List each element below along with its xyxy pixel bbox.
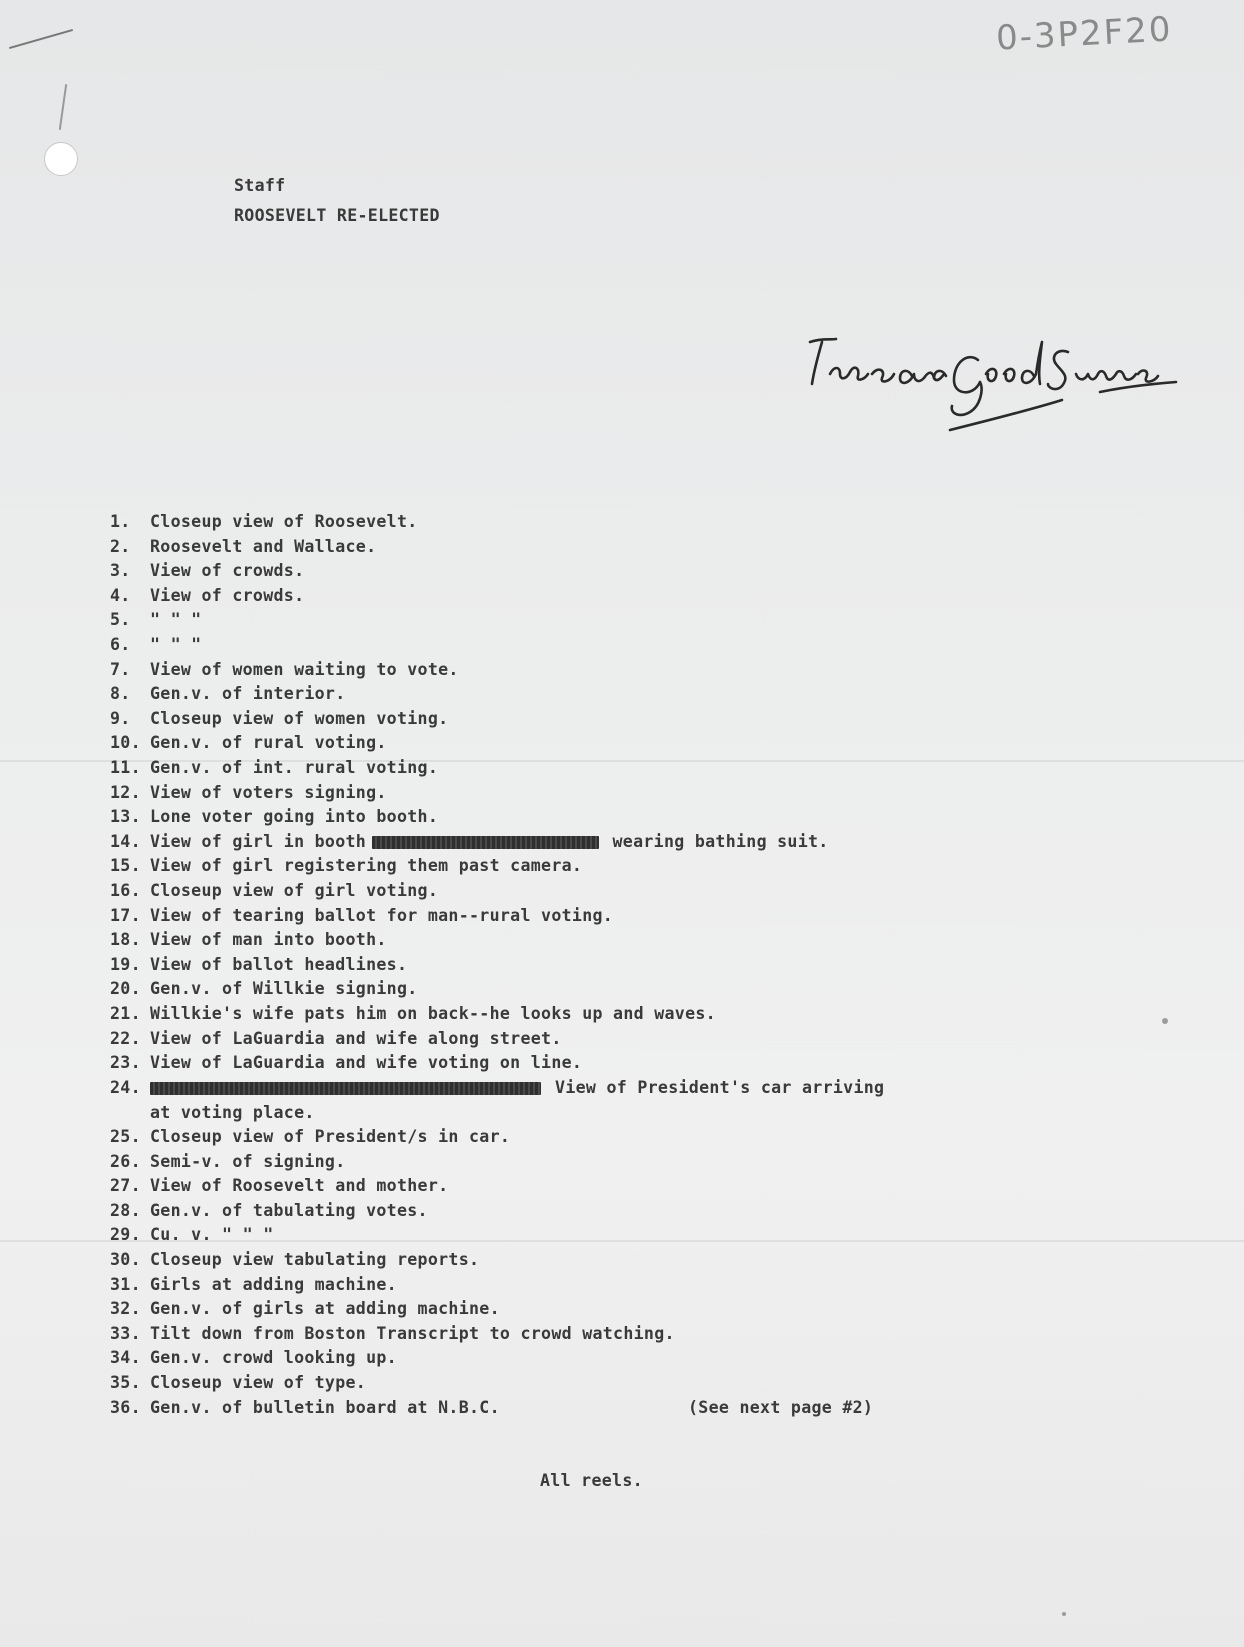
shot-description: " " ": [150, 610, 202, 630]
shot-number: 35.: [110, 1373, 141, 1392]
shot-number: 31.: [110, 1274, 141, 1294]
shot-description: Cu. v. " " ": [150, 1225, 274, 1245]
shot-description: View of crowds.: [150, 585, 305, 605]
shot-description: Closeup view of type.: [150, 1373, 367, 1392]
shot-description: [150, 832, 829, 851]
shot-description: " " ": [150, 635, 202, 654]
shot-description: Semi-v. of signing.: [150, 1151, 346, 1171]
shot-number: 27.: [110, 1176, 141, 1196]
pencil-mark: [59, 84, 67, 130]
shot-number: 34.: [110, 1348, 141, 1368]
shot-number: 33.: [110, 1323, 141, 1343]
shot-description: Gen.v. of interior.: [150, 684, 346, 704]
shot-description: Gen.v. of bulletin board at N.B.C.: [150, 1397, 500, 1417]
shot-number: 36.: [110, 1397, 141, 1417]
pencil-mark: [9, 29, 73, 49]
department-label: Staff: [234, 176, 286, 195]
punch-hole: [44, 142, 78, 176]
shot-description: View of women waiting to vote.: [150, 659, 459, 679]
shot-number: 10.: [110, 733, 141, 753]
shot-description: View of Roosevelt and mother.: [150, 1176, 449, 1196]
shot-description: Closeup view of women voting.: [150, 708, 449, 728]
shot-description: View of LaGuardia and wife along street.: [150, 1028, 562, 1048]
shot-number: 21.: [110, 1004, 141, 1023]
continuation-note: (See next page #2): [688, 1397, 874, 1417]
shot-number: 9.: [110, 708, 131, 728]
shot-number: 28.: [110, 1200, 141, 1220]
shot-text: View of girl in booth: [150, 831, 367, 851]
struck-out-text: [372, 836, 598, 849]
shot-number: 18.: [110, 930, 141, 950]
shot-description: View of LaGuardia and wife voting on line.: [150, 1053, 583, 1073]
shot-number: 16.: [110, 881, 141, 900]
shot-number: 17.: [110, 905, 141, 925]
shot-description: Gen.v. of tabulating votes.: [150, 1200, 428, 1220]
shot-description: Willkie's wife pats him on back--he looks up and waves.: [150, 1004, 716, 1023]
shot-number: 6.: [110, 635, 131, 654]
shot-description: Closeup view of President/s in car.: [150, 1127, 511, 1146]
shot-number: 24.: [110, 1077, 141, 1097]
scan-speck: [1162, 1018, 1168, 1024]
shot-number: 15.: [110, 856, 141, 876]
shot-number: 19.: [110, 954, 141, 974]
shot-description: View of girl registering them past camera.: [150, 856, 583, 876]
shot-number: 30.: [110, 1250, 141, 1269]
shot-description: Gen.v. of girls at adding machine.: [150, 1299, 500, 1319]
shot-description: View of crowds.: [150, 561, 305, 581]
shot-number: 4.: [110, 585, 131, 605]
shot-text: View of President's car arriving: [555, 1077, 885, 1097]
page-title: ROOSEVELT RE-ELECTED: [234, 206, 440, 225]
scan-speck: [1062, 1612, 1066, 1616]
shot-description: Gen.v. crowd looking up.: [150, 1348, 397, 1368]
shot-number: 29.: [110, 1225, 141, 1245]
reference-number: 0-3P2F20: [995, 9, 1174, 59]
shot-description: Closeup view of Roosevelt.: [150, 512, 418, 531]
shot-number: 26.: [110, 1151, 141, 1171]
shot-description: View of tearing ballot for man--rural voting.: [150, 905, 614, 925]
shot-number: 3.: [110, 561, 131, 581]
shot-text: wearing bathing suit.: [612, 831, 829, 851]
shot-number: 14.: [110, 831, 141, 851]
shot-number: 13.: [110, 807, 141, 827]
shot-description: Gen.v. of int. rural voting.: [150, 758, 439, 777]
shot-description: Closeup view of girl voting.: [150, 881, 439, 900]
shot-number: 7.: [110, 659, 131, 679]
shot-description: [150, 1078, 884, 1097]
shot-number: 5.: [110, 610, 131, 630]
struck-out-text: [150, 1082, 541, 1095]
shot-description: View of voters signing.: [150, 782, 387, 802]
shot-description: View of ballot headlines.: [150, 954, 408, 974]
shot-number: 22.: [110, 1028, 141, 1048]
shot-number: 32.: [110, 1299, 141, 1319]
shot-number: 20.: [110, 979, 141, 999]
shot-number: 11.: [110, 758, 141, 777]
shot-description: View of man into booth.: [150, 930, 387, 950]
shot-number: 1.: [110, 512, 131, 531]
shot-number: 23.: [110, 1053, 141, 1073]
shot-description: Closeup view tabulating reports.: [150, 1250, 480, 1269]
handwritten-annotation: [800, 330, 1180, 440]
shot-description: Girls at adding machine.: [150, 1274, 397, 1294]
shot-description: Tilt down from Boston Transcript to crowd watching.: [150, 1323, 675, 1343]
shot-description: Roosevelt and Wallace.: [150, 536, 377, 556]
footer-note: All reels.: [540, 1471, 643, 1490]
shot-description: Lone voter going into booth.: [150, 807, 439, 827]
shot-number: 25.: [110, 1127, 141, 1146]
shot-description-continued: at voting place.: [150, 1102, 315, 1122]
shot-description: Gen.v. of Willkie signing.: [150, 979, 418, 999]
shot-number: 12.: [110, 782, 141, 802]
shot-description: Gen.v. of rural voting.: [150, 733, 387, 753]
shot-number: 2.: [110, 536, 131, 556]
shot-number: 8.: [110, 684, 131, 704]
